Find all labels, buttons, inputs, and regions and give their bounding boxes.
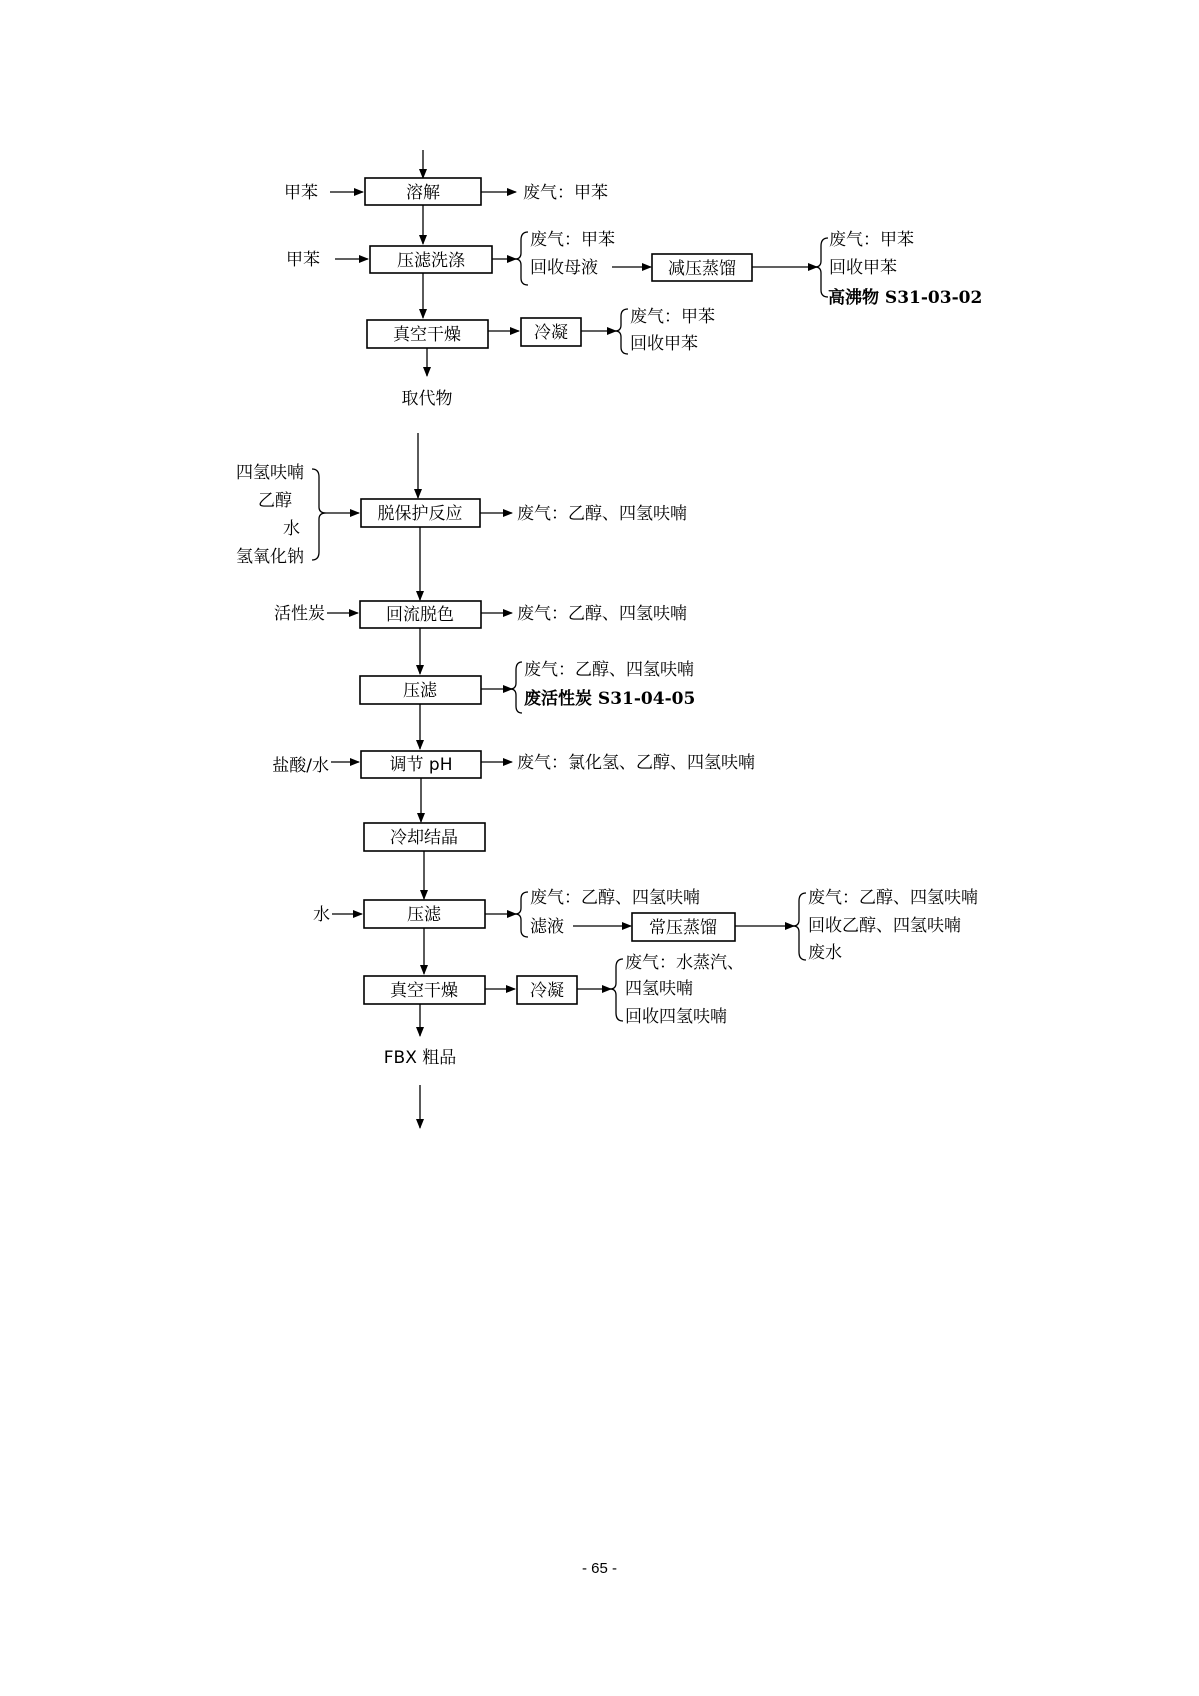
mother-liquor-recovery: 回收母液 (530, 258, 598, 278)
condense2-waste-gas-line2: 四氢呋喃 (625, 979, 693, 999)
step-reduced-pressure-distillation-label: 减压蒸馏 (668, 259, 736, 279)
input-hcl-water: 盐酸/水 (272, 756, 329, 776)
step-reflux-decolor-label: 回流脱色 (386, 605, 454, 625)
output-brace (615, 309, 628, 354)
output-brace (793, 893, 806, 960)
step-cool-crystallize-label: 冷却结晶 (390, 828, 458, 848)
distill-recovered-toluene: 回收甲苯 (829, 258, 897, 278)
input-water: 水 (283, 519, 300, 539)
output-brace (610, 959, 623, 1021)
step-vacuum-dry-2-label: 真空干燥 (390, 981, 458, 1001)
condense2-recovered-thf: 回收四氢呋喃 (625, 1007, 727, 1027)
output-brace (515, 892, 528, 937)
step-filter-1-label: 压滤 (403, 681, 437, 701)
product-substitute: 取代物 (401, 389, 453, 409)
filter1-waste-gas: 废气：乙醇、四氢呋喃 (524, 660, 694, 680)
step-condense-2-label: 冷凝 (530, 981, 564, 1001)
condense-waste-gas: 废气：甲苯 (630, 307, 715, 327)
distill-waste-gas: 废气：甲苯 (829, 230, 914, 250)
output-brace (815, 238, 828, 297)
condense-recovered-toluene: 回收甲苯 (630, 334, 698, 354)
output-brace (510, 662, 522, 713)
input-toluene: 甲苯 (284, 183, 318, 203)
input-ethanol: 乙醇 (258, 491, 292, 511)
step-atmospheric-distillation-label: 常压蒸馏 (649, 918, 717, 938)
output-brace (515, 232, 528, 285)
atm-wastewater: 废水 (808, 943, 842, 963)
dissolve-waste-gas: 废气：甲苯 (523, 183, 608, 203)
ph-waste-gas: 废气：氯化氢、乙醇、四氢呋喃 (517, 753, 755, 773)
step-filter-2-label: 压滤 (407, 905, 441, 925)
filter-wash-waste-gas: 废气：甲苯 (530, 230, 615, 250)
step-filter-wash-label: 压滤洗涤 (397, 251, 465, 271)
input-activated-carbon: 活性炭 (274, 604, 325, 624)
page-number: - 65 - (581, 1560, 617, 1577)
step-vacuum-dry-label: 真空干燥 (393, 325, 461, 345)
input-toluene: 甲苯 (286, 250, 320, 270)
step-dissolve-label: 溶解 (406, 183, 440, 203)
input-thf: 四氢呋喃 (236, 463, 304, 483)
input-brace (312, 469, 326, 560)
filtrate: 滤液 (530, 917, 564, 937)
atm-waste-gas: 废气：乙醇、四氢呋喃 (808, 888, 978, 908)
step-adjust-ph-label: 调节 pH (389, 755, 453, 775)
deprotect-waste-gas: 废气：乙醇、四氢呋喃 (517, 504, 687, 524)
step-deprotection-label: 脱保护反应 (377, 504, 463, 524)
filter1-waste-carbon: 废活性炭 S31-04-05 (524, 689, 696, 709)
condense2-waste-gas-line1: 废气：水蒸汽、 (625, 953, 744, 973)
reflux-waste-gas: 废气：乙醇、四氢呋喃 (517, 604, 687, 624)
input-water-2: 水 (313, 905, 330, 925)
step-condense-label: 冷凝 (534, 323, 568, 343)
filter2-waste-gas: 废气：乙醇、四氢呋喃 (530, 888, 700, 908)
distill-high-boiler: 高沸物 S31-03-02 (828, 288, 983, 308)
input-naoh: 氢氧化钠 (236, 547, 304, 567)
product-fbx-crude: FBX 粗品 (383, 1048, 457, 1068)
atm-recovered-solvents: 回收乙醇、四氢呋喃 (808, 916, 961, 936)
